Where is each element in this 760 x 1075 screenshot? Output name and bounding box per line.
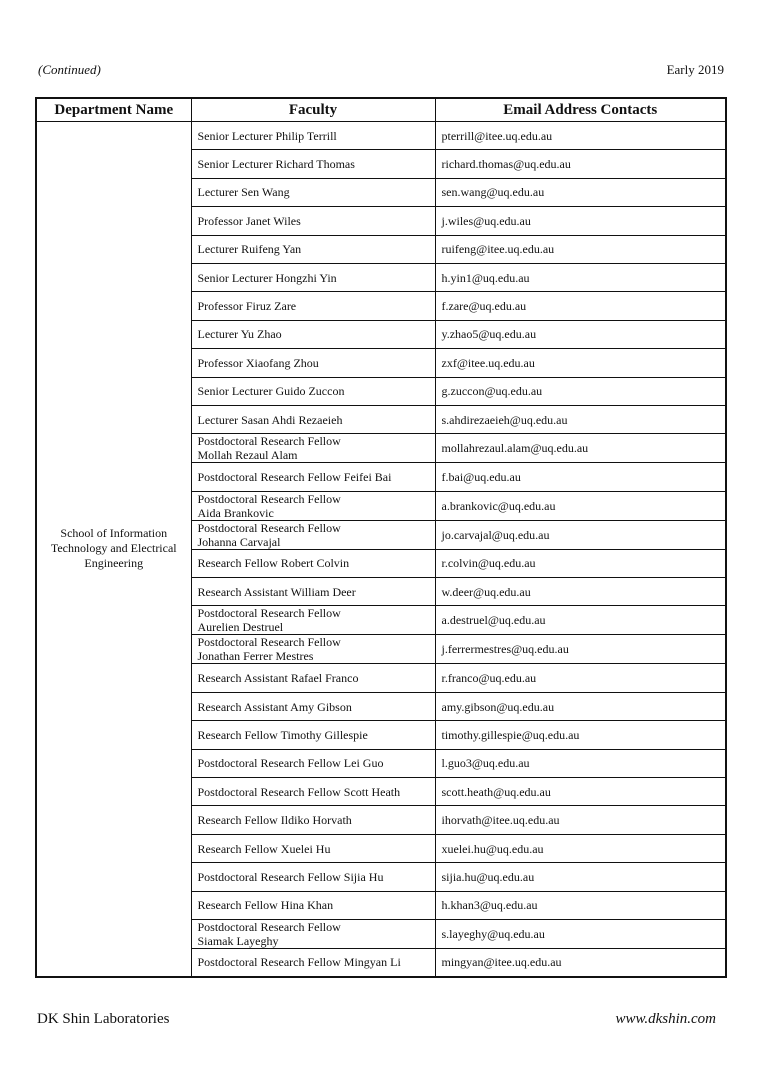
email-cell: scott.heath@uq.edu.au bbox=[435, 778, 726, 806]
email-cell: timothy.gillespie@uq.edu.au bbox=[435, 721, 726, 749]
footer-lab-name: DK Shin Laboratories bbox=[37, 1011, 170, 1027]
email-cell: f.bai@uq.edu.au bbox=[435, 463, 726, 491]
email-cell: j.ferrermestres@uq.edu.au bbox=[435, 635, 726, 664]
faculty-cell bbox=[191, 207, 435, 235]
department-name-cell bbox=[36, 122, 191, 977]
email-cell: r.colvin@uq.edu.au bbox=[435, 549, 726, 577]
faculty-name-line: Professor Janet Wiles bbox=[197, 213, 301, 228]
faculty-name-line: Lecturer Sen Wang bbox=[197, 185, 290, 200]
faculty-cell bbox=[191, 778, 435, 806]
faculty-name-line: Lecturer Yu Zhao bbox=[197, 327, 282, 342]
faculty-name-line: Aida Brankovic bbox=[197, 505, 274, 520]
email-cell: h.yin1@uq.edu.au bbox=[435, 263, 726, 291]
email-cell: s.ahdirezaeieh@uq.edu.au bbox=[435, 405, 726, 433]
faculty-cell bbox=[191, 948, 435, 976]
faculty-cell bbox=[191, 491, 435, 520]
email-cell: xuelei.hu@uq.edu.au bbox=[435, 834, 726, 862]
faculty-cell bbox=[191, 292, 435, 320]
faculty-name-line: Lecturer Sasan Ahdi Rezaeieh bbox=[197, 412, 343, 427]
faculty-name-line: Senior Lecturer Guido Zuccon bbox=[197, 384, 345, 399]
faculty-name-line: Research Fellow Timothy Gillespie bbox=[197, 727, 368, 742]
faculty-name-line: Aurelien Destruel bbox=[197, 620, 284, 635]
faculty-name-line: Senior Lecturer Philip Terrill bbox=[197, 128, 337, 143]
faculty-cell bbox=[191, 549, 435, 577]
faculty-cell bbox=[191, 463, 435, 491]
faculty-cell bbox=[191, 405, 435, 433]
faculty-name-line: Research Fellow Robert Colvin bbox=[197, 556, 350, 571]
faculty-cell bbox=[191, 377, 435, 405]
email-cell: jo.carvajal@uq.edu.au bbox=[435, 520, 726, 549]
faculty-name-line: Mollah Rezaul Alam bbox=[197, 448, 298, 463]
faculty-name-line: Jonathan Ferrer Mestres bbox=[197, 649, 314, 664]
faculty-name-line: Professor Firuz Zare bbox=[197, 299, 297, 314]
faculty-cell bbox=[191, 520, 435, 549]
faculty-cell bbox=[191, 863, 435, 891]
faculty-cell bbox=[191, 664, 435, 692]
faculty-cell bbox=[191, 150, 435, 178]
faculty-name-line: Postdoctoral Research Fellow Scott Heath bbox=[197, 784, 401, 799]
faculty-cell bbox=[191, 235, 435, 263]
email-cell: a.brankovic@uq.edu.au bbox=[435, 491, 726, 520]
faculty-name-line: Postdoctoral Research Fellow Lei Guo bbox=[197, 756, 384, 771]
faculty-name-line: Siamak Layeghy bbox=[197, 933, 279, 948]
faculty-cell bbox=[191, 806, 435, 834]
faculty-name-line: Postdoctoral Research Fellow Mingyan Li bbox=[197, 955, 401, 970]
email-cell: ihorvath@itee.uq.edu.au bbox=[435, 806, 726, 834]
column-header-department: Department Name bbox=[36, 98, 191, 122]
email-cell: mingyan@itee.uq.edu.au bbox=[435, 948, 726, 976]
department-name-line: Technology and Electrical bbox=[50, 541, 177, 556]
faculty-cell bbox=[191, 834, 435, 862]
email-cell: w.deer@uq.edu.au bbox=[435, 578, 726, 606]
faculty-cell bbox=[191, 606, 435, 635]
faculty-cell bbox=[191, 721, 435, 749]
faculty-cell bbox=[191, 749, 435, 777]
faculty-cell bbox=[191, 578, 435, 606]
continued-label: (Continued) bbox=[38, 62, 101, 77]
email-cell: r.franco@uq.edu.au bbox=[435, 664, 726, 692]
email-cell: pterrill@itee.uq.edu.au bbox=[435, 122, 726, 150]
faculty-name-line: Postdoctoral Research Fellow Feifei Bai bbox=[197, 469, 392, 484]
email-cell: ruifeng@itee.uq.edu.au bbox=[435, 235, 726, 263]
faculty-name-line: Postdoctoral Research Fellow bbox=[197, 606, 341, 621]
faculty-cell bbox=[191, 635, 435, 664]
date-label: Early 2019 bbox=[666, 62, 724, 77]
faculty-name-line: Postdoctoral Research Fellow bbox=[197, 919, 341, 934]
faculty-cell bbox=[191, 919, 435, 948]
column-header-faculty: Faculty bbox=[191, 98, 435, 122]
faculty-name-line: Research Assistant Amy Gibson bbox=[197, 699, 352, 714]
department-name-line: Engineering bbox=[84, 556, 144, 571]
faculty-contacts-table bbox=[35, 97, 727, 978]
table-header-row bbox=[36, 98, 726, 122]
email-cell: sijia.hu@uq.edu.au bbox=[435, 863, 726, 891]
email-cell: j.wiles@uq.edu.au bbox=[435, 207, 726, 235]
email-cell: mollahrezaul.alam@uq.edu.au bbox=[435, 434, 726, 463]
department-name-line: School of Information bbox=[60, 526, 168, 541]
email-cell: f.zare@uq.edu.au bbox=[435, 292, 726, 320]
faculty-name-line: Lecturer Ruifeng Yan bbox=[197, 242, 302, 257]
faculty-name-line: Postdoctoral Research Fellow Sijia Hu bbox=[197, 869, 384, 884]
email-cell: a.destruel@uq.edu.au bbox=[435, 606, 726, 635]
table-row bbox=[36, 122, 726, 150]
faculty-name-line: Senior Lecturer Richard Thomas bbox=[197, 157, 355, 172]
faculty-name-line: Professor Xiaofang Zhou bbox=[197, 355, 319, 370]
faculty-name-line: Senior Lecturer Hongzhi Yin bbox=[197, 270, 337, 285]
faculty-cell bbox=[191, 891, 435, 919]
faculty-name-line: Research Fellow Hina Khan bbox=[197, 898, 334, 913]
email-cell: sen.wang@uq.edu.au bbox=[435, 178, 726, 206]
faculty-name-line: Postdoctoral Research Fellow bbox=[197, 434, 341, 449]
email-cell: l.guo3@uq.edu.au bbox=[435, 749, 726, 777]
faculty-name-line: Research Fellow Ildiko Horvath bbox=[197, 813, 352, 828]
faculty-name-line: Research Assistant Rafael Franco bbox=[197, 671, 359, 686]
faculty-cell bbox=[191, 122, 435, 150]
faculty-name-line: Postdoctoral Research Fellow bbox=[197, 491, 341, 506]
faculty-cell bbox=[191, 178, 435, 206]
faculty-name-line: Research Fellow Xuelei Hu bbox=[197, 841, 331, 856]
email-cell: amy.gibson@uq.edu.au bbox=[435, 692, 726, 720]
email-cell: y.zhao5@uq.edu.au bbox=[435, 320, 726, 348]
faculty-name-line: Postdoctoral Research Fellow bbox=[197, 520, 341, 535]
email-cell: h.khan3@uq.edu.au bbox=[435, 891, 726, 919]
faculty-cell bbox=[191, 692, 435, 720]
column-header-email: Email Address Contacts bbox=[435, 98, 726, 122]
email-cell: g.zuccon@uq.edu.au bbox=[435, 377, 726, 405]
footer-website: www.dkshin.com bbox=[615, 1011, 716, 1027]
table-body bbox=[36, 122, 726, 977]
faculty-name-line: Research Assistant William Deer bbox=[197, 584, 356, 599]
email-cell: s.layeghy@uq.edu.au bbox=[435, 919, 726, 948]
faculty-name-line: Johanna Carvajal bbox=[197, 534, 281, 549]
faculty-cell bbox=[191, 320, 435, 348]
faculty-cell bbox=[191, 434, 435, 463]
faculty-name-line: Postdoctoral Research Fellow bbox=[197, 635, 341, 650]
faculty-cell bbox=[191, 349, 435, 377]
faculty-cell bbox=[191, 263, 435, 291]
email-cell: zxf@itee.uq.edu.au bbox=[435, 349, 726, 377]
email-cell: richard.thomas@uq.edu.au bbox=[435, 150, 726, 178]
